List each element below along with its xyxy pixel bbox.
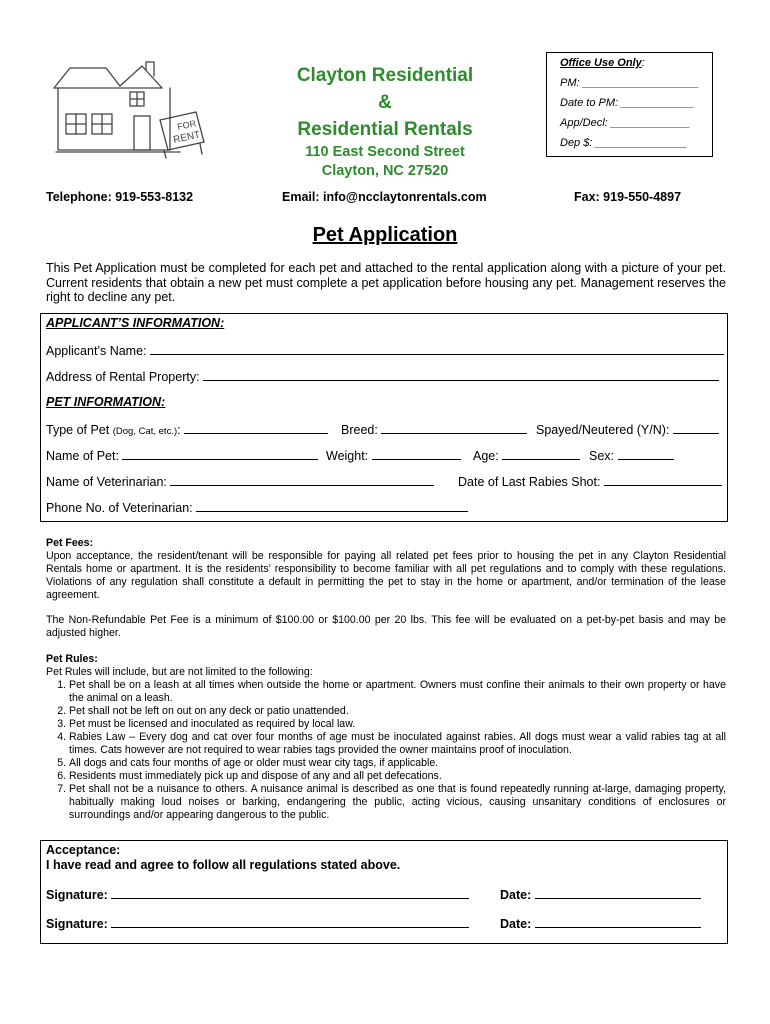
pet-rule-item: 6. Residents must immediately pick up and dispose of any and all pet defecations.	[69, 770, 726, 783]
acceptance-box	[40, 840, 728, 944]
pet-rule-item: 5. All dogs and cats four months of age or older must wear city tags, if applicable.	[69, 757, 726, 770]
breed-row	[341, 421, 527, 437]
pet-type-row: Type of Pet (Dog, Cat, etc.):	[46, 421, 328, 437]
pet-fees-paragraph: Upon acceptance, the resident/tenant will be responsible for paying all related pet fees prior to housing the pet in any Clayton Residential Rentals home or apartment. It is the residents’ responsibility to become familiar with all pet regulations and to comply with these regulations. Violations of any regulation shall constitute a default in permitting the pet to stay in the home or apartment, and/or termination of the lease agreement.	[46, 550, 726, 601]
pet-rule-item: 3. Pet must be licensed and inoculated as required by local law.	[69, 718, 726, 731]
vet-phone-label: Phone No. of Veterinarian:	[46, 501, 193, 515]
vet-phone-row	[46, 499, 468, 515]
pet-rule-item: 7. Pet shall not be a nuisance to others. A nuisance animal is described as one that is found repeatedly running at-large, damaging property, habitually making loud noises or barking, endangering the public, acting vicious, causing unsanitary conditions of enclosures or surroundings and/or appearing dangerous to the public.	[69, 783, 726, 822]
pet-type-hint: (Dog, Cat, etc.)	[112, 426, 178, 437]
office-use-box: Office Use Only: PM: ___________________ Date to PM: ____________ App/Decl: _____________ Dep $: _______________	[546, 52, 713, 157]
company-name-line2: &	[378, 92, 392, 113]
page-title: Pet Application	[312, 224, 458, 246]
rental-address-input[interactable]	[203, 368, 719, 381]
age-label: Age:	[473, 449, 499, 463]
signature-input-1[interactable]	[111, 886, 469, 899]
breed-label: Breed:	[341, 423, 378, 437]
house-for-rent-logo	[50, 60, 212, 160]
date-input-1[interactable]	[535, 886, 701, 899]
applicant-pet-info-box	[40, 313, 728, 522]
signature-input-2[interactable]	[111, 915, 469, 928]
acceptance-statement: I have read and agree to follow all regulations stated above.	[46, 858, 401, 872]
company-name-block	[270, 62, 500, 181]
rabies-row	[458, 473, 722, 489]
date-row-2	[500, 915, 701, 931]
pet-rules-list	[46, 679, 726, 822]
intro-paragraph: This Pet Application must be completed for each pet and attached to the rental application along with a picture of your pet. Current residents that obtain a new pet must complete a pet application before housing any pet. Management reserves the right to decline any pet.	[46, 261, 726, 304]
vet-name-input[interactable]	[170, 473, 434, 486]
vet-name-row	[46, 473, 434, 489]
pet-fees-section	[46, 537, 726, 602]
fax: Fax: 919-550-4897	[574, 190, 682, 204]
sex-label: Sex:	[589, 449, 615, 463]
signature-row-1	[46, 886, 469, 902]
office-dep-field[interactable]: Dep $: _______________	[560, 137, 688, 149]
vet-phone-input[interactable]	[196, 499, 468, 512]
address-line2: Clayton, NC 27520	[321, 163, 449, 179]
telephone: Telephone: 919-553-8132	[46, 190, 194, 204]
signature-label: Signature:	[46, 888, 108, 902]
weight-input[interactable]	[372, 447, 461, 460]
pet-rule-item: 1. Pet shall be on a leash at all times when outside the home or apartment. Owners must confine their animals to their own property or have the animal on a leash.	[69, 679, 726, 705]
pet-rule-item: 4. Rabies Law – Every dog and cat over four months of age must be inoculated against rabies. All dogs must wear a valid rabies tag at all times. Cats however are not required to wear rabies tags provided the owner maintains proof of inoculation.	[69, 731, 726, 757]
rabies-label: Date of Last Rabies Shot:	[458, 475, 601, 489]
office-pm-field[interactable]: PM: ___________________	[560, 77, 699, 89]
signature-label: Signature:	[46, 917, 108, 931]
pet-rules-heading: Pet Rules:	[46, 653, 98, 665]
spayed-row	[536, 421, 719, 437]
applicant-section-heading: APPLICANT’S INFORMATION:	[46, 316, 225, 330]
pet-section-heading: PET INFORMATION:	[46, 395, 166, 409]
date-label: Date:	[500, 888, 532, 902]
svg-text:FOR: FOR	[176, 118, 198, 132]
sex-input[interactable]	[618, 447, 674, 460]
company-name-line3: Residential Rentals	[297, 119, 473, 140]
pet-rules-intro: Pet Rules will include, but are not limited to the following:	[46, 666, 313, 678]
date-label: Date:	[500, 917, 532, 931]
svg-text:RENT: RENT	[172, 129, 202, 146]
spayed-input[interactable]	[673, 421, 719, 434]
date-row-1	[500, 886, 701, 902]
pet-name-label: Name of Pet:	[46, 449, 119, 463]
weight-label: Weight:	[326, 449, 369, 463]
pet-name-row	[46, 447, 318, 463]
vet-name-label: Name of Veterinarian:	[46, 475, 167, 489]
age-input[interactable]	[502, 447, 580, 460]
date-input-2[interactable]	[535, 915, 701, 928]
rental-address-label: Address of Rental Property:	[46, 370, 200, 384]
email[interactable]: Email: info@ncclaytonrentals.com	[282, 190, 487, 204]
breed-input[interactable]	[381, 421, 527, 434]
applicant-name-label: Applicant’s Name:	[46, 344, 147, 358]
sex-row	[589, 447, 674, 463]
pet-rules-section	[46, 653, 726, 822]
pet-rule-item: 2. Pet shall not be left on out on any deck or patio unattended.	[69, 705, 726, 718]
pet-fees-heading: Pet Fees:	[46, 537, 94, 549]
pet-fee-amount-paragraph: The Non-Refundable Pet Fee is a minimum of $100.00 or $100.00 per 20 lbs. This fee will be evaluated on a pet-by-pet basis and may be adjusted higher.	[46, 614, 726, 639]
spayed-label: Spayed/Neutered (Y/N):	[536, 423, 670, 437]
applicant-name-input[interactable]	[150, 342, 724, 355]
address-line1: 110 East Second Street	[305, 144, 465, 160]
applicant-name-row	[46, 342, 724, 358]
office-use-title: Office Use Only	[560, 57, 642, 69]
rabies-input[interactable]	[604, 473, 722, 486]
office-app-decl-field[interactable]: App/Decl: _____________	[560, 117, 691, 129]
company-name-line1: Clayton Residential	[296, 65, 474, 86]
age-row	[473, 447, 580, 463]
pet-type-input[interactable]	[184, 421, 328, 434]
weight-row	[326, 447, 461, 463]
acceptance-heading: Acceptance:	[46, 843, 121, 857]
rental-address-row	[46, 368, 719, 384]
signature-row-2	[46, 915, 469, 931]
office-date-to-pm-field[interactable]: Date to PM: ____________	[560, 97, 695, 109]
pet-name-input[interactable]	[122, 447, 318, 460]
pet-type-label: Type of Pet	[46, 423, 110, 437]
